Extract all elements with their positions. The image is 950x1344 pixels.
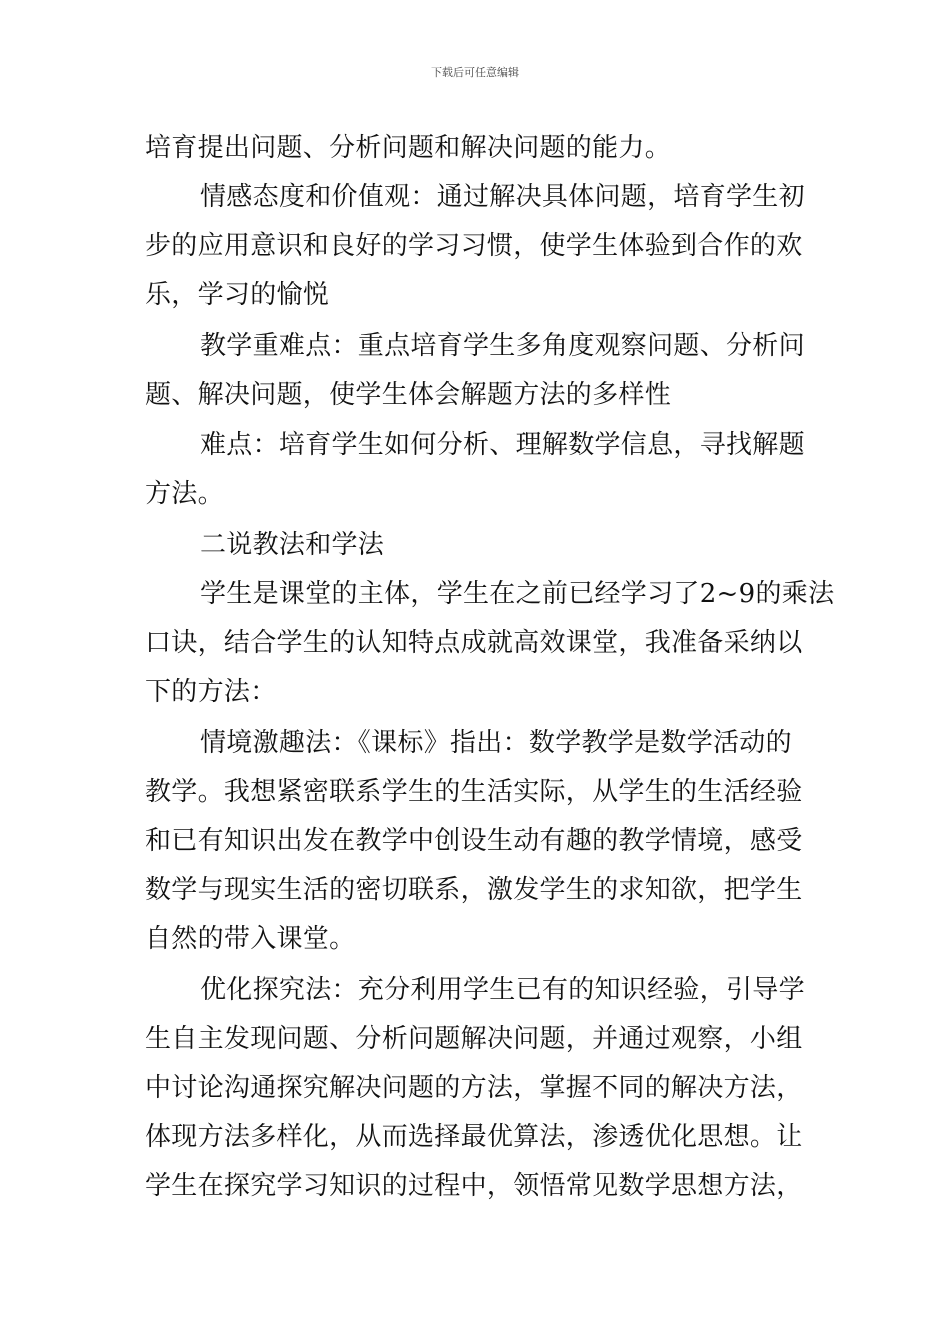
page-header: 下载后可任意编辑 bbox=[431, 66, 519, 79]
text-line: 情感态度和价值观：通过解决具体问题，培育学生初 bbox=[200, 182, 805, 212]
text-line: 培育提出问题、分析问题和解决问题的能力。 bbox=[145, 133, 672, 163]
text-line: 方法。 bbox=[145, 479, 224, 509]
text-line: 乐，学习的愉悦 bbox=[145, 280, 330, 310]
text-line: 步的应用意识和良好的学习习惯，使学生体验到合作的欢 bbox=[145, 231, 803, 261]
text-line: 数学与现实生活的密切联系，激发学生的求知欲，把学生 bbox=[145, 875, 803, 905]
text-line: 教学。我想紧密联系学生的生活实际，从学生的生活经验 bbox=[145, 777, 803, 807]
text-line: 学生是课堂的主体，学生在之前已经学习了2~9的乘法 bbox=[200, 579, 835, 609]
text-line: 自然的带入课堂。 bbox=[145, 924, 356, 954]
text-line: 情境激趣法：《课标》指出：数学教学是数学活动的 bbox=[200, 728, 792, 758]
text-line: 口诀，结合学生的认知特点成就高效课堂，我准备采纳以 bbox=[145, 628, 803, 658]
text-line: 优化探究法：充分利用学生已有的知识经验，引导学 bbox=[200, 975, 805, 1005]
text-line: 和已有知识出发在教学中创设生动有趣的教学情境，感受 bbox=[145, 826, 803, 856]
text-line: 难点：培育学生如何分析、理解数学信息，寻找解题 bbox=[200, 430, 805, 460]
text-line: 教学重难点：重点培育学生多角度观察问题、分析问 bbox=[200, 331, 805, 361]
text-line: 学生在探究学习知识的过程中，领悟常见数学思想方法， bbox=[145, 1171, 803, 1201]
text-line: 题、解决问题，使学生体会解题方法的多样性 bbox=[145, 380, 672, 410]
text-line: 中讨论沟通探究解决问题的方法，掌握不同的解决方法， bbox=[145, 1073, 803, 1103]
section-heading: 二说教法和学法 bbox=[200, 530, 385, 560]
text-line: 下的方法： bbox=[145, 677, 277, 707]
text-line: 生自主发现问题、分析问题解决问题，并通过观察，小组 bbox=[145, 1024, 803, 1054]
text-line: 体现方法多样化，从而选择最优算法，渗透优化思想。让 bbox=[145, 1122, 803, 1152]
